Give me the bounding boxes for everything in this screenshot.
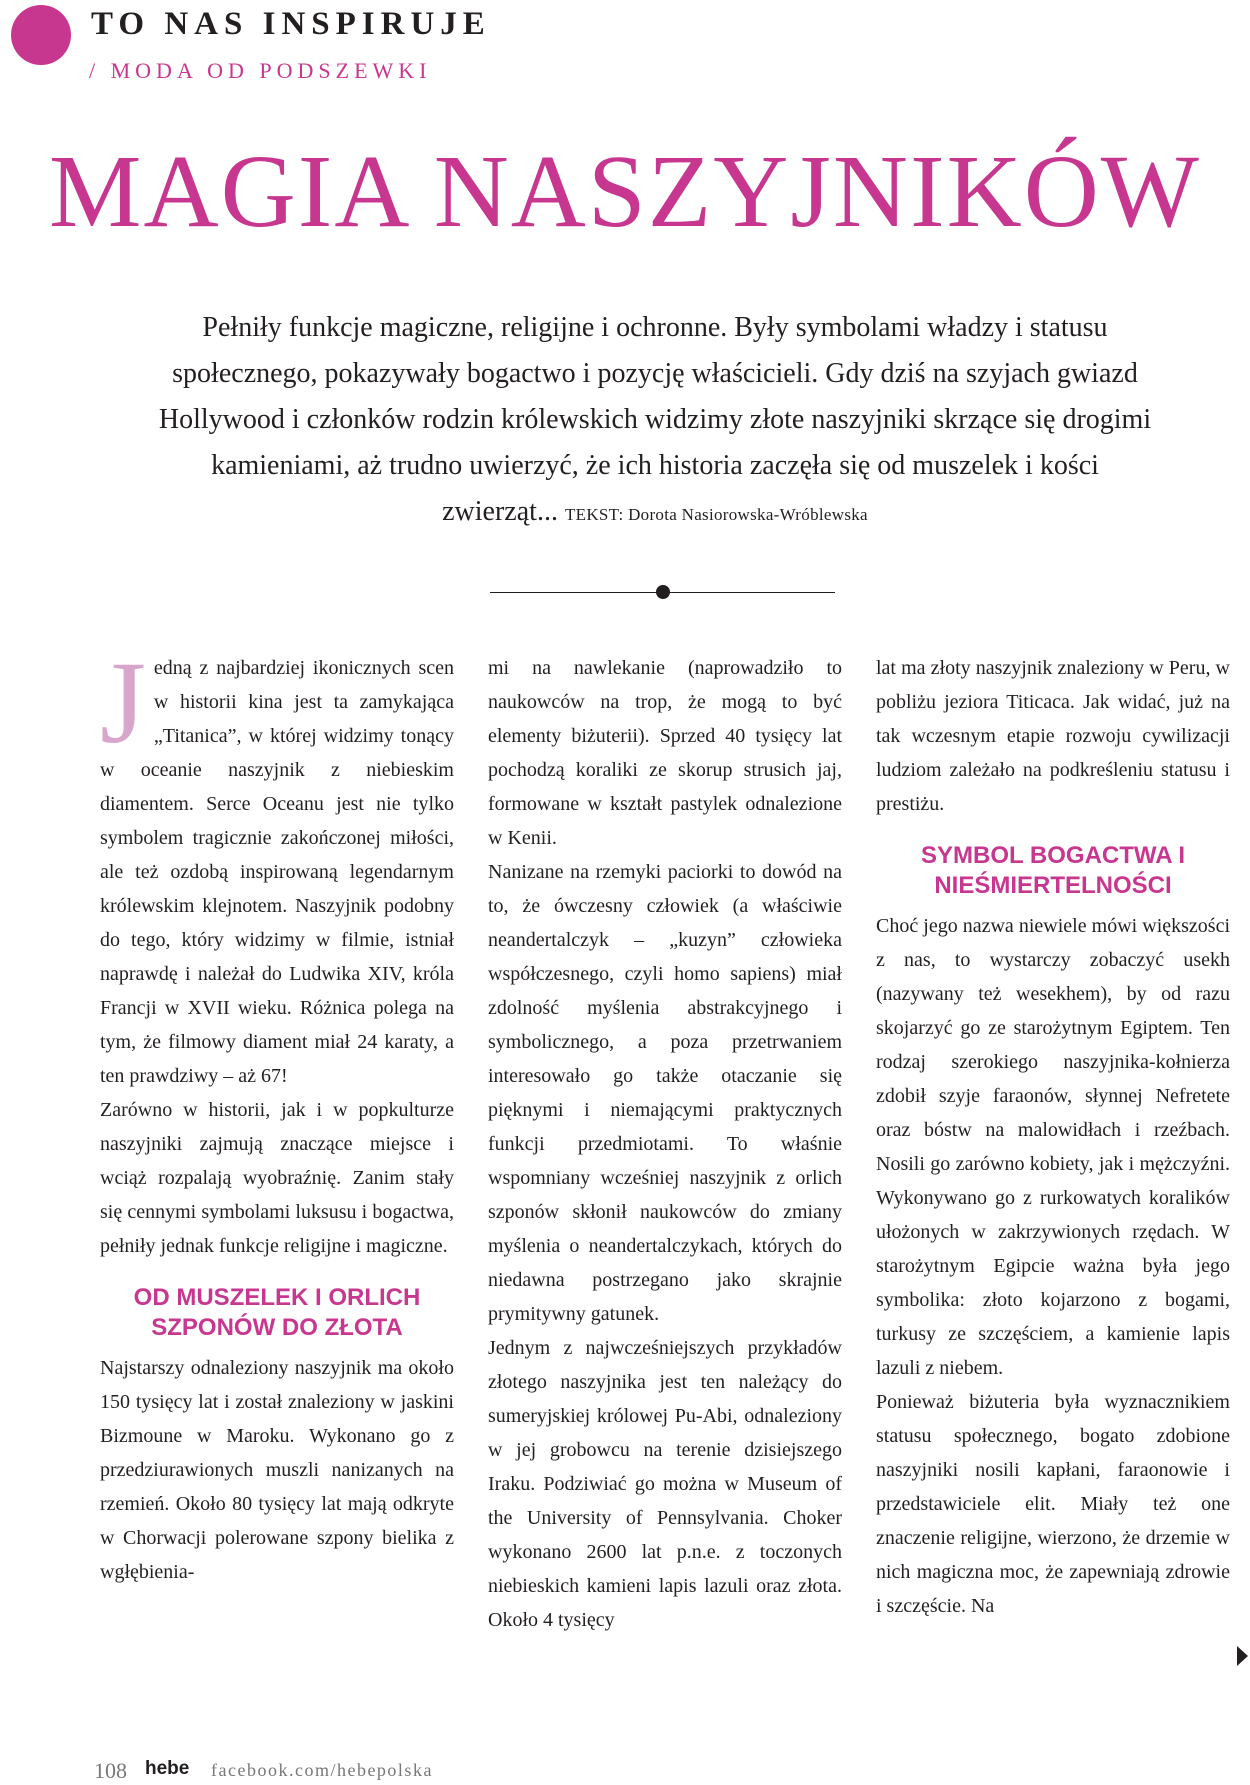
article-column-2 xyxy=(488,651,842,1637)
article-column-3 xyxy=(876,651,1230,1623)
section-subtitle: / MODA OD PODSZEWKI xyxy=(89,58,432,83)
paragraph: Ponieważ biżuteria była wyznacznikiem statusu społecznego, bogato zdobione naszyjniki nosili kapłani, faraonowie i przedstawiciele elit. Miały też one znaczenie religijne, wierzono, że drzemie w nich magiczna moc, że zapewniają zdrowie i szczęście. Na xyxy=(876,1391,1230,1617)
paragraph: Nanizane na rzemyki paciorki to dowód na to, że ówczesny człowiek (a właściwie neandertalczyk – „kuzyn” człowieka współczesnego, czyli homo sapiens) miał zdolność myślenia abstrakcyjnego i symbolicznego, a poza przetrwaniem interesowało go także otaczanie się pięknymi i niemającymi praktycznych funkcji przedmiotami. To właśnie wspomniany wcześniej naszyjnik z orlich szponów skłonił naukowców do zmiany myślenia o neandertalczykach, których do niedawna postrzegano jako skrajnie prymitywny gatunek. xyxy=(488,861,842,1325)
continue-arrow-icon xyxy=(1237,1646,1248,1666)
byline: TEKST: Dorota Nasiorowska-Wróblewska xyxy=(564,505,868,524)
subheading: SYMBOL BOGACTWA I NIEŚMIERTELNOŚCI xyxy=(921,842,1185,899)
article-headline: MAGIA NASZYJNIKÓW xyxy=(49,134,1201,249)
paragraph: Jednym z najwcześniejszych przykładów złotego naszyjnika jest ten należący do sumeryjskiej królowej Pu-Abi, odnaleziony w jej grobowcu na terenie dzisiejszego Iraku. Podziwiać go można w Museum of the University of Pennsylvania. Choker wykonano 2600 lat p.n.e. z toczonych niebieskich kamieni lapis lazuli oraz złota. Około 4 tysięcy xyxy=(488,1337,842,1631)
paragraph: Choć jego nazwa niewiele mówi większości z nas, to wystarczy zobaczyć usekh (nazywany też wesekhem), by od razu skojarzyć go ze starożytnym Egiptem. Ten rodzaj szerokiego naszyjnika-kołnierza zdobił szyje faraonów, słynnej Nefretete oraz bóstw na malowidłach i rzeźbach. Nosili go zarówno kobiety, jak i mężczyźni. Wykonywano go z rurkowatych koralików ułożonych w zakrzywionych rzędach. W starożytnym Egipcie ważna była jego symbolika: złoto kojarzono z bogami, turkusy ze szczęściem, a kamienie lapis lazuli z niebem. xyxy=(876,915,1230,1379)
dropcap: J xyxy=(100,637,146,768)
lead-text: Pełniły funkcje magiczne, religijne i ochronne. Były symbolami władzy i statusu społecznego, pokazywały bogactwo i pozycję właścicieli. Gdy dziś na szyjach gwiazd Hollywood i członków rodzin królewskich widzimy złote naszyjniki skrzące się drogimi kamieniami, aż trudno uwierzyć, że ich historia zaczęła się od muszelek i kości zwierząt... xyxy=(158,312,1152,527)
section-marker-icon xyxy=(11,5,71,65)
footer-url: facebook.com/hebepolska xyxy=(211,1760,433,1780)
section-title: TO NAS INSPIRUJE xyxy=(91,6,491,42)
paragraph: mi na nawlekanie (naprowadziło to naukowców na trop, że mogą to być elementy biżuterii). Sprzed 40 tysięcy lat pochodzą koraliki ze skorup strusich jaj, formowane w kształt pastylek odnalezione w Kenii. xyxy=(488,657,842,849)
article-lead xyxy=(150,305,1160,538)
divider-dot-icon xyxy=(656,585,670,599)
paragraph: lat ma złoty naszyjnik znaleziony w Peru, w pobliżu jeziora Titicaca. Jak widać, już na tak wczesnym etapie rozwoju cywilizacji ludziom zależało na podkreśleniu statusu i prestiżu. xyxy=(876,657,1230,815)
brand-logo: hebe xyxy=(145,1758,190,1779)
article-column-1 xyxy=(100,637,454,1589)
paragraph: Zarówno w historii, jak i w popkulturze naszyjniki zajmują znaczące miejsce i wciąż rozpalają wyobraźnię. Zanim stały się cennymi symbolami luksusu i bogactwa, pełniły jednak funkcje religijne i magiczne. xyxy=(100,1099,454,1257)
paragraph xyxy=(100,637,454,1093)
paragraph-text: edną z najbardziej ikonicznych scen w historii kina jest ta zamykająca „Titanica”, w której widzimy tonący w oceanie naszyjnik z niebieskim diamentem. Serce Oceanu jest nie tylko symbolem tragicznie zakończonej miłości, ale też ozdobą inspirowaną legendarnym królewskim klejnotem. Naszyjnik podobny do tego, który widzimy w filmie, istniał naprawdę i należał do Ludwika XIV, króla Francji w XVII wieku. Różnica polega na tym, że filmowy diament miał 24 karaty, a ten prawdziwy – aż 67! xyxy=(100,657,454,1087)
page-number: 108 xyxy=(94,1758,127,1783)
paragraph: Najstarszy odnaleziony naszyjnik ma około 150 tysięcy lat i został znaleziony w jaskini Bizmoune w Maroku. Wykonano go z przedziurawionych muszli nanizanych na rzemień. Około 80 tysięcy lat mają odkryte w Chorwacji polerowane szpony bielika z wgłębienia- xyxy=(100,1357,454,1583)
subheading: OD MUSZELEK I ORLICH SZPONÓW DO ZŁOTA xyxy=(133,1284,421,1341)
